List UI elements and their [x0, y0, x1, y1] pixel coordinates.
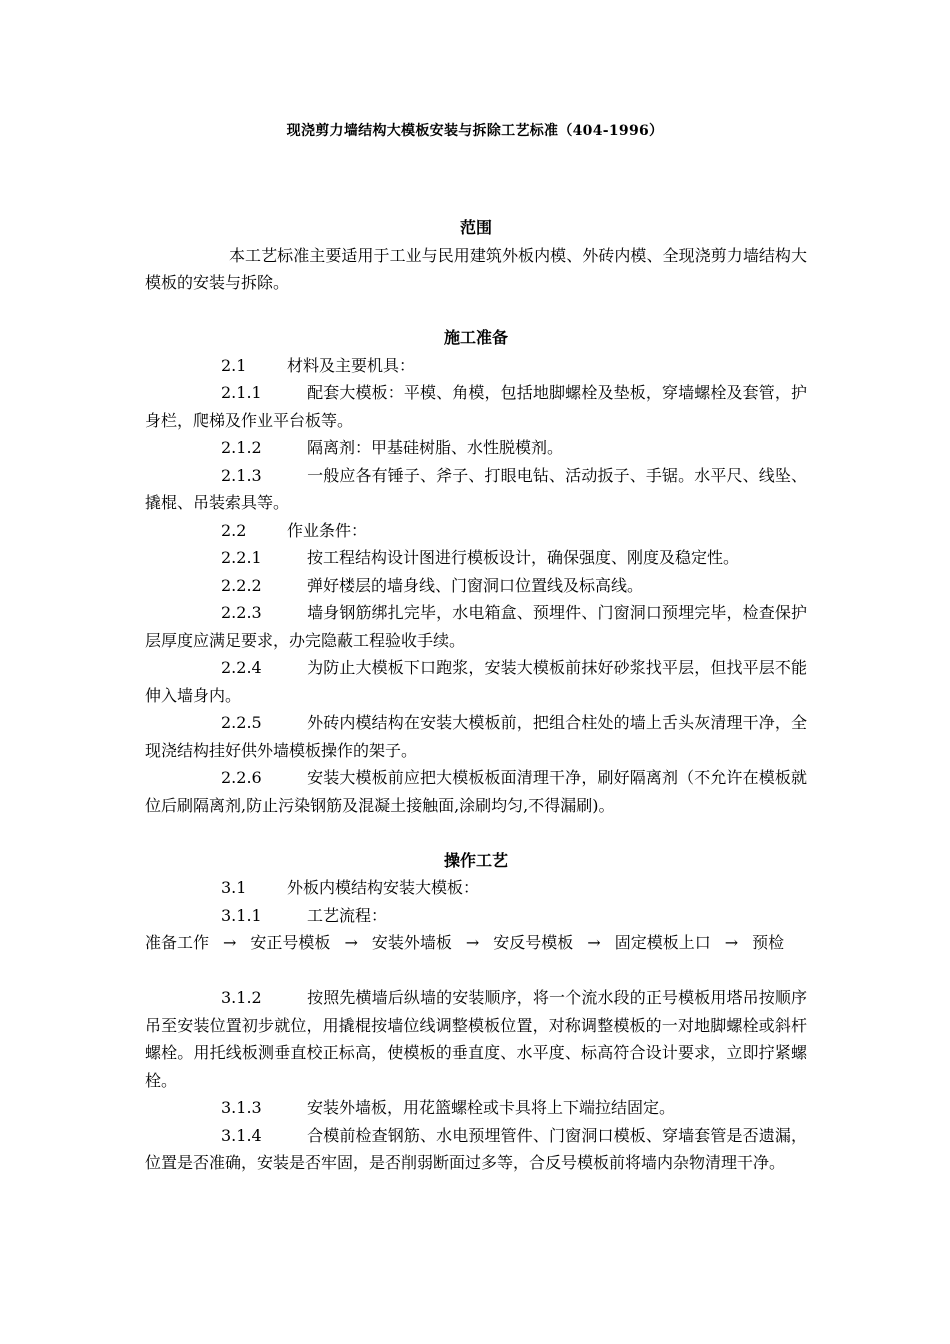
clause-number: 2.2.2 [221, 575, 262, 595]
clause-text: 按照先横墙后纵墙的安装顺序，将一个流水段的正号模板用塔吊按顺序吊至安装位置初步就位，用撬棍按墙位线调整模板位置，对称调整模板的一对地脚螺栓或斜杆螺栓。用托线板测垂直校正标高，使模板的垂直度、水平度、标高符合设计要求，立即拧紧螺栓。 [145, 988, 807, 1090]
clause-3-1-1 [145, 902, 807, 930]
clause-text: 弹好楼层的墙身线、门窗洞口位置线及标高线。 [307, 575, 644, 595]
clause-number: 2.2.3 [221, 603, 262, 622]
clause-number: 2.2.4 [221, 658, 262, 677]
clause-2-2-4 [145, 654, 807, 709]
clause-text: 外砖内模结构在安装大模板前，把组合柱处的墙上舌头灰清理干净，全现浇结构挂好供外墙模板操作的架子。 [145, 713, 807, 760]
clause-3-1-2 [145, 984, 807, 1094]
clause-3-1 [145, 874, 807, 902]
clause-2-1-3 [145, 462, 807, 517]
section-heading-preparation: 施工准备 [443, 328, 508, 347]
arrow-right-icon: → [465, 933, 480, 952]
document-title: 现浇剪力墙结构大模板安装与拆除工艺标准（404-1996） [286, 123, 664, 139]
clause-2-2-2 [145, 572, 807, 600]
flow-step: 准备工作 [145, 933, 210, 952]
process-flow [145, 929, 807, 957]
section-heading-operation: 操作工艺 [443, 850, 508, 870]
spacer [145, 819, 807, 847]
spacer [145, 297, 807, 325]
clause-number: 2.1.3 [221, 465, 262, 485]
clause-number: 3.1.1 [221, 905, 262, 925]
clause-text: 安装大模板前应把大模板板面清理干净，刷好隔离剂（不允许在模板就位后刷隔离剂,防止污染钢筋及混凝土接触面,涂刷均匀,不得漏刷)。 [145, 768, 807, 815]
flow-step: 安正号模板 [250, 933, 331, 952]
clause-2-1-2 [145, 434, 807, 462]
flow-step: 安装外墙板 [371, 933, 452, 952]
clause-number: 3.1 [221, 878, 247, 897]
clause-text: 材料及主要机具： [287, 355, 416, 375]
document-body [145, 214, 807, 1177]
clause-text: 安装外墙板，用花篮螺栓或卡具将上下端拉结固定。 [307, 1098, 676, 1117]
flow-step: 安反号模板 [493, 933, 574, 952]
clause-text: 为防止大模板下口跑浆，安装大模板前抹好砂浆找平层，但找平层不能伸入墙身内。 [145, 658, 807, 705]
clause-number: 3.1.2 [221, 988, 262, 1007]
clause-2-2-6 [145, 764, 807, 819]
clause-number: 2.1 [221, 355, 247, 375]
arrow-right-icon: → [587, 933, 601, 952]
section-heading-scope: 范围 [459, 218, 492, 237]
clause-number: 3.1.4 [221, 1125, 262, 1145]
clause-text: 作业条件： [287, 520, 368, 540]
clause-2-1 [145, 352, 807, 380]
clause-2-1-1 [145, 379, 807, 434]
spacer [145, 957, 807, 985]
clause-2-2 [145, 517, 807, 545]
clause-text: 合模前检查钢筋、水电预埋管件、门窗洞口模板、穿墙套管是否遗漏，位置是否准确，安装是否牢固，是否削弱断面过多等，合反号模板前将墙内杂物清理干净。 [145, 1125, 807, 1172]
flow-step: 固定模板上口 [614, 933, 711, 952]
arrow-right-icon: → [344, 933, 358, 952]
clause-number: 2.1.1 [221, 383, 262, 402]
clause-text: 配套大模板：平模、角模，包括地脚螺栓及垫板，穿墙螺栓及套管，护身栏，爬梯及作业平台板等。 [145, 383, 807, 430]
flow-step: 预检 [752, 933, 785, 952]
clause-number: 2.1.2 [221, 438, 262, 457]
clause-text: 按工程结构设计图进行模板设计，确保强度、刚度及稳定性。 [307, 548, 740, 567]
clause-text: 墙身钢筋绑扎完毕，水电箱盒、预埋件、门窗洞口预埋完毕，检查保护层厚度应满足要求，办完隐蔽工程验收手续。 [145, 603, 807, 650]
clause-3-1-4 [145, 1122, 807, 1177]
clause-number: 2.2.6 [221, 768, 262, 787]
scope-paragraph: 本工艺标准主要适用于工业与民用建筑外板内模、外砖内模、全现浇剪力墙结构大模板的安装与拆除。 [145, 245, 807, 292]
clause-number: 2.2 [221, 520, 247, 540]
clause-2-2-1 [145, 544, 807, 572]
arrow-right-icon: → [223, 933, 237, 952]
clause-number: 2.2.1 [221, 548, 262, 567]
arrow-right-icon: → [724, 933, 739, 952]
clause-text: 外板内模结构安装大模板： [287, 878, 480, 897]
clause-text: 隔离剂：甲基硅树脂、水性脱模剂。 [307, 438, 564, 457]
clause-number: 3.1.3 [221, 1098, 262, 1117]
clause-text: 一般应各有锤子、斧子、打眼电钻、活动扳子、手锯。水平尺、线坠、撬棍、吊装索具等。 [145, 465, 807, 512]
clause-2-2-5 [145, 709, 807, 764]
clause-number: 2.2.5 [221, 713, 262, 732]
clause-text: 工艺流程： [307, 905, 388, 925]
clause-3-1-3 [145, 1094, 807, 1122]
clause-2-2-3 [145, 599, 807, 654]
